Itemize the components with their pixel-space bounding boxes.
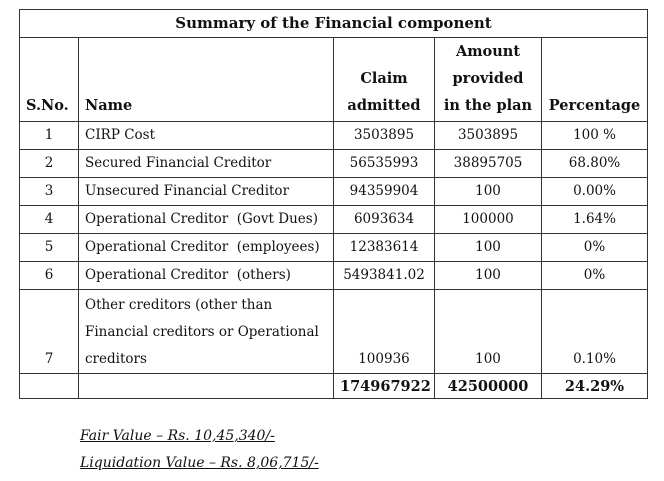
cell-sno: 6	[20, 262, 79, 290]
cell-empty	[20, 374, 79, 399]
header-percentage: Percentage	[542, 38, 648, 122]
cell-claim: 100936	[334, 290, 435, 374]
liquidation-value: Liquidation Value – Rs. 8,06,715/-	[80, 455, 319, 471]
cell-percentage: 1.64%	[542, 206, 648, 234]
cell-percentage: 0%	[542, 262, 648, 290]
table-row	[20, 178, 648, 206]
header-sno: S.No.	[20, 38, 79, 122]
cell-amount: 100	[435, 178, 542, 206]
cell-percentage: 100 %	[542, 122, 648, 150]
total-amount: 42500000	[435, 374, 542, 399]
total-row	[20, 374, 648, 399]
financial-summary-table	[19, 9, 648, 399]
cell-percentage: 68.80%	[542, 150, 648, 178]
cell-name: Other creditors (other than Financial creditors or Operational creditors	[79, 290, 334, 374]
cell-amount: 3503895	[435, 122, 542, 150]
cell-amount: 100	[435, 290, 542, 374]
cell-claim: 6093634	[334, 206, 435, 234]
table-row	[20, 290, 648, 374]
cell-sno: 3	[20, 178, 79, 206]
table-title-row	[20, 10, 648, 38]
table-row	[20, 234, 648, 262]
header-claim-admitted: Claim admitted	[334, 38, 435, 122]
total-percentage: 24.29%	[542, 374, 648, 399]
cell-claim: 94359904	[334, 178, 435, 206]
cell-sno: 1	[20, 122, 79, 150]
table-row	[20, 206, 648, 234]
cell-percentage: 0.10%	[542, 290, 648, 374]
cell-claim: 3503895	[334, 122, 435, 150]
cell-claim: 5493841.02	[334, 262, 435, 290]
table-title: Summary of the Financial component	[20, 10, 648, 38]
cell-sno: 4	[20, 206, 79, 234]
cell-name: Secured Financial Creditor	[79, 150, 334, 178]
cell-name: Operational Creditor (others)	[79, 262, 334, 290]
cell-name: Operational Creditor (Govt Dues)	[79, 206, 334, 234]
cell-percentage: 0.00%	[542, 178, 648, 206]
fair-value: Fair Value – Rs. 10,45,340/-	[80, 428, 275, 444]
cell-claim: 12383614	[334, 234, 435, 262]
cell-sno: 5	[20, 234, 79, 262]
cell-sno: 2	[20, 150, 79, 178]
header-row	[20, 38, 648, 122]
cell-name: Unsecured Financial Creditor	[79, 178, 334, 206]
cell-percentage: 0%	[542, 234, 648, 262]
table-row	[20, 122, 648, 150]
cell-empty	[79, 374, 334, 399]
total-claim: 174967922	[334, 374, 435, 399]
cell-name: CIRP Cost	[79, 122, 334, 150]
header-amount-provided: Amount provided in the plan	[435, 38, 542, 122]
cell-claim: 56535993	[334, 150, 435, 178]
cell-amount: 100000	[435, 206, 542, 234]
cell-amount: 38895705	[435, 150, 542, 178]
table-row	[20, 262, 648, 290]
header-name: Name	[79, 38, 334, 122]
cell-sno: 7	[20, 290, 79, 374]
cell-amount: 100	[435, 262, 542, 290]
cell-amount: 100	[435, 234, 542, 262]
cell-name: Operational Creditor (employees)	[79, 234, 334, 262]
table-row	[20, 150, 648, 178]
